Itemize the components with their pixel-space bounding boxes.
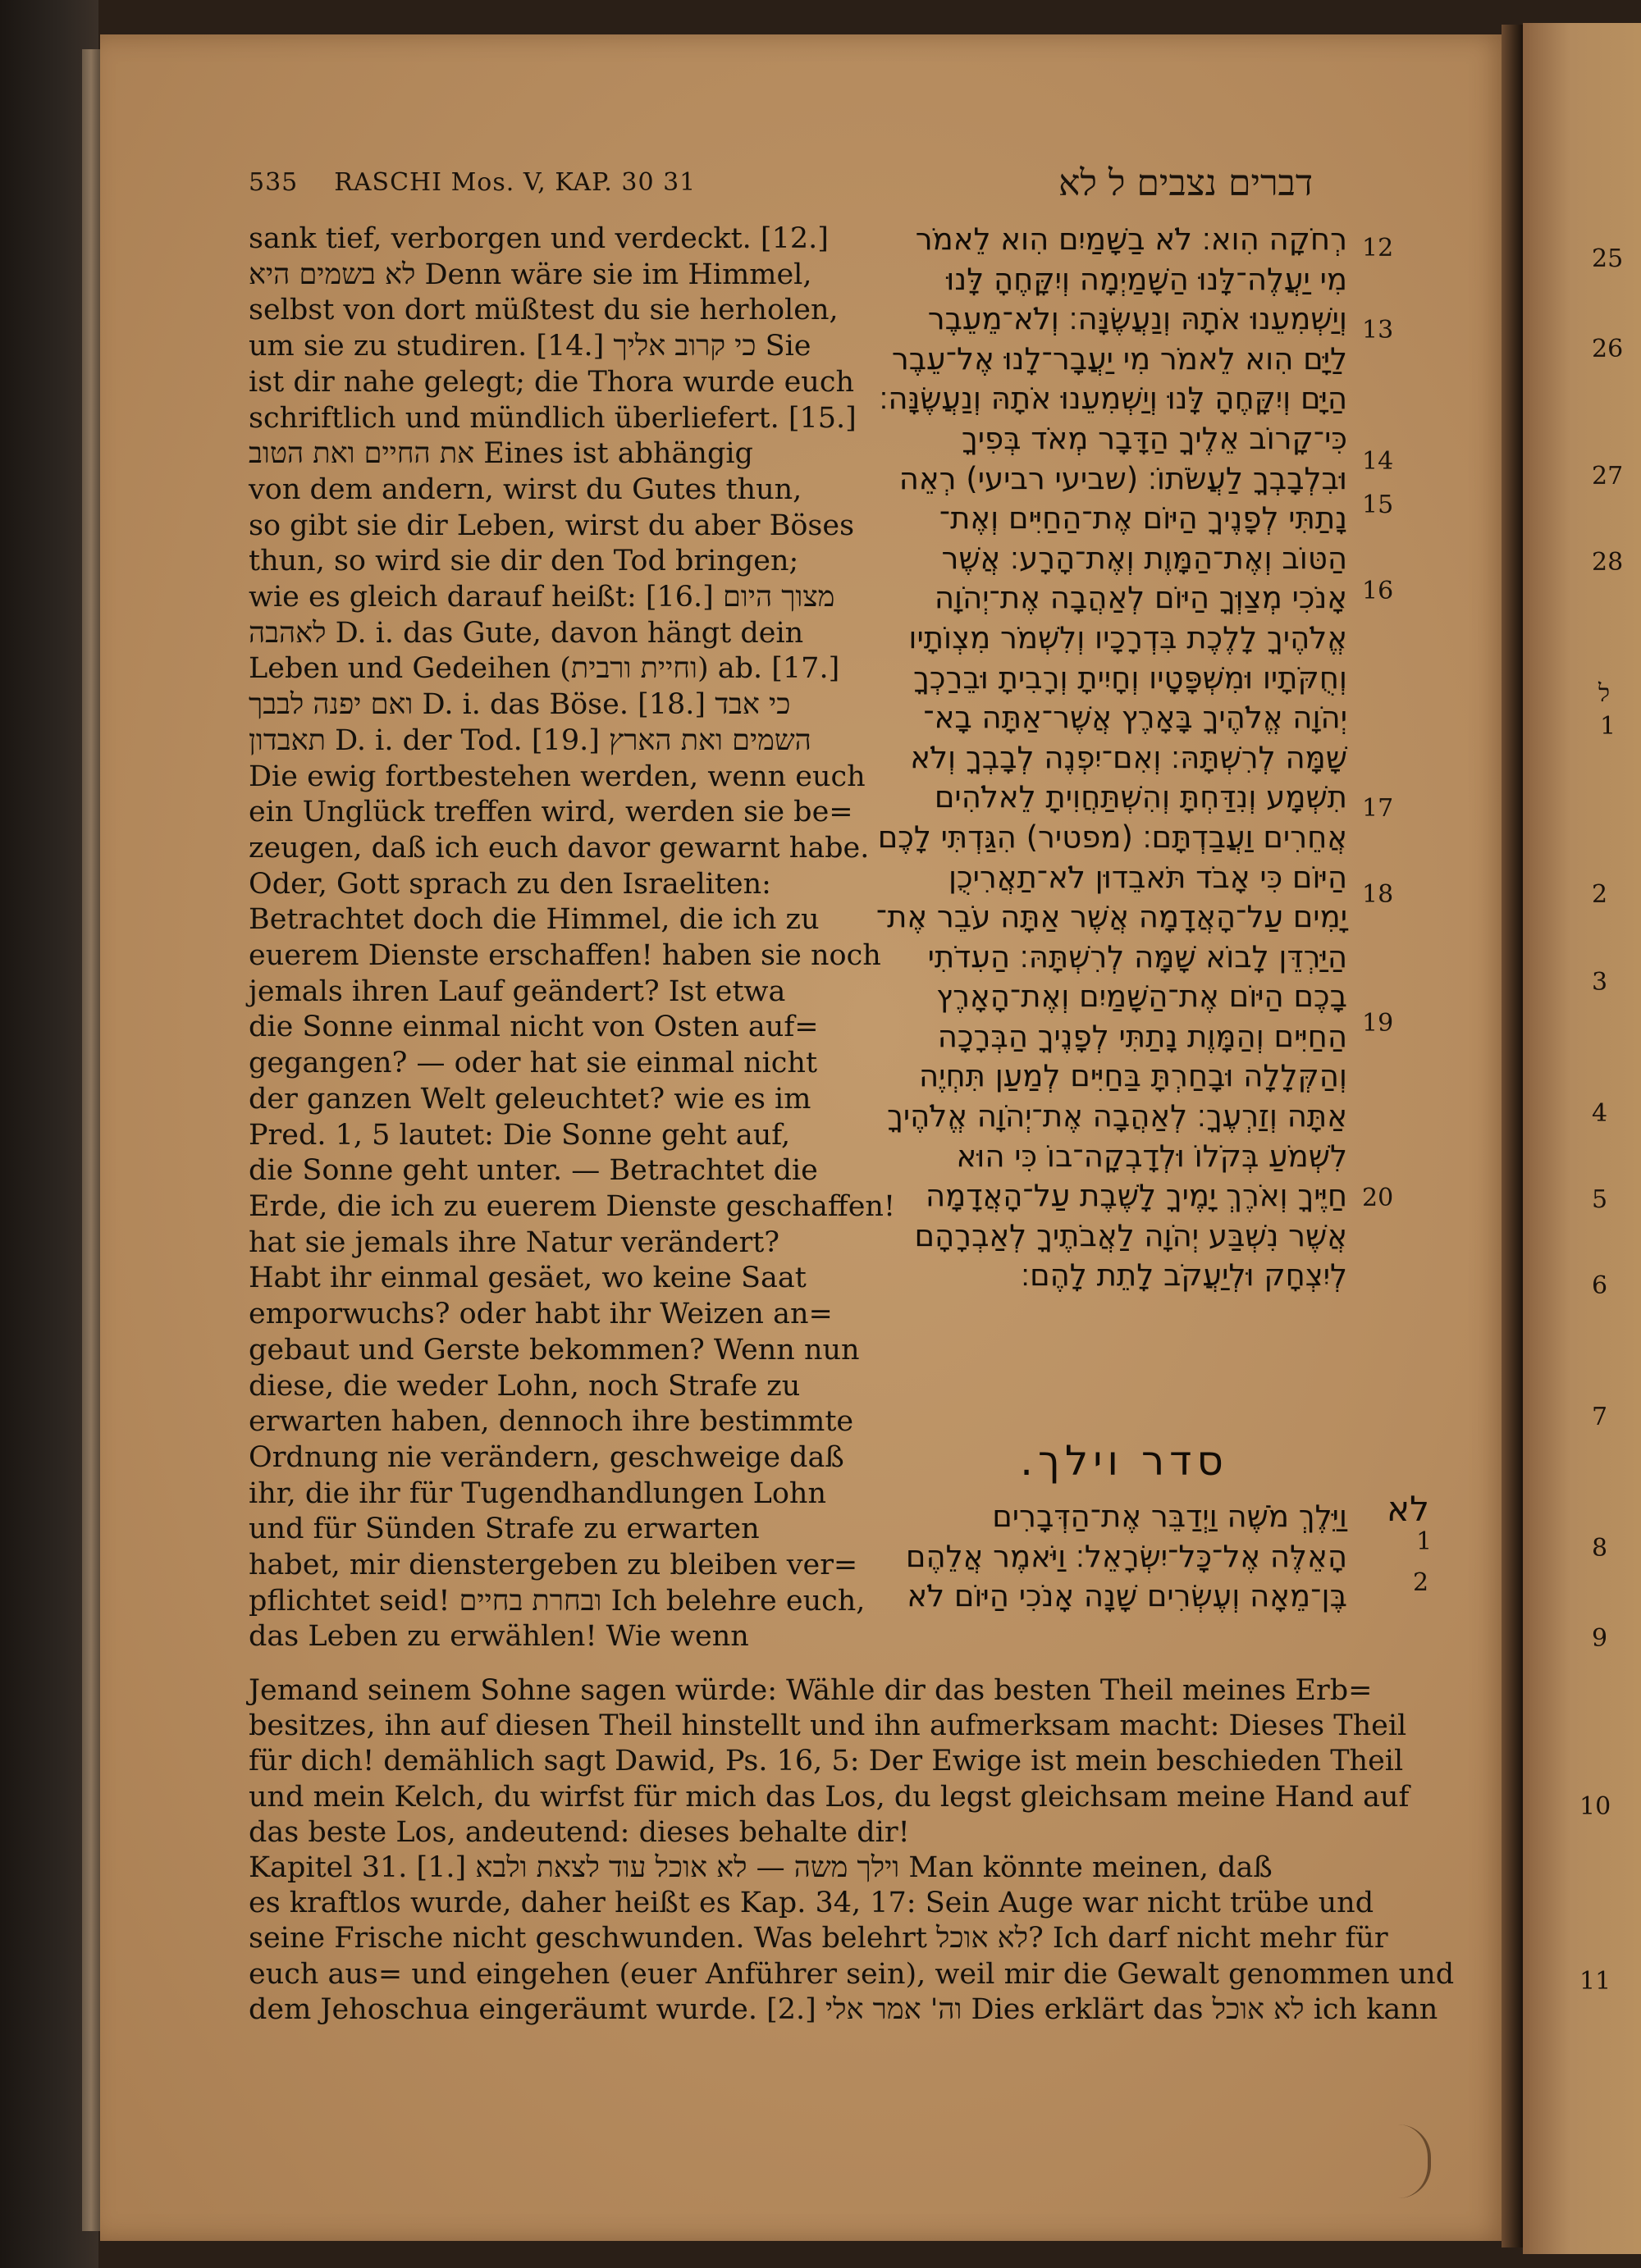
text-line: sank tief, verborgen und verdeckt. [12.] — [249, 222, 829, 255]
text-line: Kapitel 31. [1.] וילך משה — לא אוכל עוד לצאת ולבא Man könnte meinen, daß — [249, 1851, 1273, 1885]
hebrew-line: יָמִים עַל־הָאֲדָמָה אֲשֶׁר אַתָּה עֹבֵר אֶת־ — [875, 899, 1347, 935]
text-line: euerem Dienste erschaffen! haben sie noch — [249, 939, 881, 973]
running-title: RASCHI Mos. V, KAP. 30 31 — [334, 168, 697, 197]
facing-page-number: 7 — [1592, 1403, 1608, 1431]
text-line: selbst von dort müßtest du sie herholen, — [249, 294, 839, 327]
verse-number: 15 — [1362, 491, 1394, 519]
text-line: לא בשמים היא Denn wäre sie im Himmel, — [249, 258, 812, 291]
verse-number: 17 — [1362, 794, 1394, 823]
hebrew-line: וְחֻקֹּתָיו וּמִשְׁפָּטָיו וְחָיִיתָ וְרָבִיתָ וּבֵרַכְךָ — [913, 659, 1347, 696]
hebrew-line: הַיַּרְדֵּן לָבוֹא שָׁמָּה לְרִשְׁתָּהּ׃ הַעִדֹתִי — [927, 938, 1347, 974]
text-line: Pred. 1, 5 lautet: Die Sonne geht auf, — [249, 1118, 791, 1152]
hebrew-chapter-31 — [863, 1497, 1347, 1617]
chapter-marker: לא — [1387, 1489, 1429, 1529]
parasha-heading: סדר וילך. — [1020, 1437, 1228, 1485]
hebrew-line: הַיּוֹם כִּי אָבֹד תֹּאבֵדוּן לֹא־תַאֲרִיכֻן — [948, 859, 1347, 895]
facing-page-number: 2 — [1592, 880, 1608, 909]
facing-page-number: 3 — [1592, 968, 1608, 997]
text-line: schriftlich und mündlich überliefert. [15.] — [249, 401, 857, 435]
facing-page-number: 6 — [1592, 1271, 1608, 1300]
verse-number: 18 — [1362, 880, 1394, 909]
facing-page-number: 8 — [1592, 1534, 1608, 1563]
facing-page-edge — [1523, 23, 1641, 2254]
text-line: wie es gleich darauf heißt: [16.] מצוך היום — [249, 581, 835, 614]
text-line: von dem andern, wirst du Gutes thun, — [249, 472, 802, 506]
text-line: für dich! demählich sagt Dawid, Ps. 16, 5: Der Ewige ist mein beschieden Theil — [249, 1745, 1404, 1778]
text-line: Habt ihr einmal gesäet, wo keine Saat — [249, 1262, 807, 1295]
verse-number: 14 — [1362, 447, 1394, 476]
hebrew-line: שָׁמָּה לְרִשְׁתָּהּ׃ וְאִם־יִפְנֶה לְבָבְךָ וְלֹא — [910, 739, 1347, 775]
hebrew-line: בֶּן־מֵאָה וְעֶשְׂרִים שָׁנָה אָנֹכִי הַיּוֹם לֹא — [907, 1578, 1347, 1614]
text-line: es kraftlos wurde, daher heißt es Kap. 34, 17: Sein Auge war nicht trübe und — [249, 1887, 1374, 1920]
hebrew-line: יְהֹוָה אֱלֹהֶיךָ בָּאָרֶץ אֲשֶׁר־אַתָּה בָא־ — [923, 700, 1347, 736]
text-line: die Sonne einmal nicht von Osten auf= — [249, 1011, 819, 1044]
text-line: emporwuchs? oder habt ihr Weizen an= — [249, 1298, 833, 1331]
text-line: um sie zu studiren. [14.] כי קרוב אליך Sie — [249, 330, 811, 363]
gutter — [1502, 25, 1524, 2247]
page-number: 535 — [249, 168, 299, 197]
hebrew-line: הָאֵלֶּה אֶל־כָּל־יִשְׂרָאֵל׃ וַיֹּאמֶר אֲלֵהֶם — [905, 1538, 1347, 1574]
hebrew-line: תִשְׁמָע וְנִדַּחְתָּ וְהִשְׁתַּחֲוִיתָ לֵאלֹהִים — [934, 779, 1347, 815]
hebrew-line: לִשְׁמֹעַ בְּקֹלוֹ וּלְדָבְקָה־בוֹ כִּי הוּא — [956, 1138, 1347, 1174]
hebrew-line: רְחֹקָה הִוא׃ לֹא בַשָּׁמַיִם הִוא לֵאמֹר — [915, 221, 1347, 257]
text-line: Leben und Gedeihen (וחיית ורבית) ab. [17.] — [249, 652, 840, 686]
text-line: und für Sünden Strafe zu erwarten — [249, 1513, 760, 1546]
text-line: und mein Kelch, du wirfst für mich das Los, du legst gleichsam meine Hand auf — [249, 1780, 1410, 1814]
text-line: habet, mir dienstergeben zu bleiben ver= — [249, 1549, 858, 1582]
hebrew-line: הַיָּם וְיִקָּחֶהָ לָּנוּ וְיַשְׁמִעֵנוּ אֹתָהּ וְנַעֲשֶׂנָּה׃ — [879, 381, 1347, 417]
text-line: das beste Los, andeutend: dieses behalte dir! — [249, 1815, 910, 1849]
text-line: der ganzen Welt geleuchtet? wie es im — [249, 1082, 811, 1116]
hebrew-line: הַחַיִּים וְהַמָּוֶת נָתַתִּי לְפָנֶיךָ הַבְּרָכָה — [937, 1018, 1347, 1054]
facing-page-number: 9 — [1592, 1624, 1608, 1653]
text-line: dem Jehoschua eingeräumt wurde. [2.] וה' אמר אלי Dies erklärt das לא אוכל ich kann — [249, 1992, 1438, 2026]
facing-page-number: 1 — [1600, 712, 1616, 741]
text-line: diese, die weder Lohn, noch Strafe zu — [249, 1369, 801, 1403]
verse-number: 2 — [1413, 1568, 1429, 1597]
hebrew-running-title: דברים נצבים ל לא — [1058, 162, 1313, 204]
facing-page-number: 5 — [1592, 1185, 1608, 1214]
german-commentary-full-width — [249, 1673, 1455, 2028]
text-line: Die ewig fortbestehen werden, wenn euch — [249, 760, 866, 793]
hebrew-line: לַיָּם הִוא לֵאמֹר מִי יַעֲבָר־לָנוּ אֶל־עֵבֶר — [891, 340, 1347, 376]
text-line: ist dir nahe gelegt; die Thora wurde euch — [249, 365, 854, 399]
text-line: Oder, Gott sprach zu den Israeliten: — [249, 867, 771, 901]
hebrew-line: נָתַתִּי לְפָנֶיךָ הַיּוֹם אֶת־הַחַיִּים וְאֶת־ — [939, 500, 1347, 536]
text-line: ein Unglück treffen wird, werden sie be= — [249, 796, 853, 829]
facing-page-number: 10 — [1579, 1792, 1611, 1821]
hebrew-line: אָנֹכִי מְצַוְּךָ הַיּוֹם לְאַהֲבָה אֶת־יְהֹוָה — [934, 580, 1347, 616]
text-line: את החיים ואת הטוב Eines ist abhängig — [249, 437, 753, 471]
hebrew-line: אֱלֹהֶיךָ לָלֶכֶת בִּדְרָכָיו וְלִשְׁמֹר מִצְוֹתָיו — [908, 619, 1347, 655]
hebrew-line: בָכֶם הַיּוֹם אֶת־הַשָּׁמַיִם וְאֶת־הָאָרֶץ — [936, 979, 1347, 1015]
text-line: zeugen, daß ich euch davor gewarnt habe. — [249, 831, 870, 865]
facing-page-number: 27 — [1592, 462, 1624, 491]
hebrew-line: אֲחֵרִים וַעֲבַדְתָּם׃ (מפטיר) הִגַּדְתִּי לָכֶם — [877, 819, 1347, 855]
text-line: Betrachtet doch die Himmel, die ich zu — [249, 903, 820, 937]
text-line: die Sonne geht unter. — Betrachtet die — [249, 1154, 818, 1188]
facing-page-number: 28 — [1592, 548, 1624, 577]
text-line: pflichtet seid! ובחרת בחיים Ich belehre euch, — [249, 1584, 866, 1618]
hebrew-line: וַיֵּלֶךְ מֹשֶׁה וַיְדַבֵּר אֶת־הַדְּבָרִים — [992, 1499, 1347, 1534]
verse-number: 16 — [1362, 577, 1394, 605]
facing-page-number: 4 — [1592, 1099, 1608, 1128]
text-line: jemals ihren Lauf geändert? Ist etwa — [249, 974, 786, 1008]
text-line: תאבדון D. i. der Tod. [19.] השמים ואת הארץ — [249, 723, 811, 757]
text-line: ואם יפנה לבבך D. i. das Böse. [18.] כי אבד — [249, 688, 791, 722]
hebrew-line: מִי יַעֲלֶה־לָּנוּ הַשָּׁמַיְמָה וְיִקָּחֶהָ לָּנוּ — [946, 261, 1347, 297]
hebrew-line: אֲשֶׁר נִשְׁבַּע יְהֹוָה לַאֲבֹתֶיךָ לְאַבְרָהָם — [914, 1217, 1347, 1253]
hebrew-line: חַיֶּיךָ וְאֹרֶךְ יָמֶיךָ לָשֶׁבֶת עַל־הָאֲדָמָה — [925, 1178, 1347, 1214]
text-line: das Leben zu erwählen! Wie wenn — [249, 1620, 749, 1654]
text-line: ihr, die ihr für Tugendhandlungen Lohn — [249, 1476, 827, 1510]
text-line: euch aus= und eingehen (euer Anführer sein), weil mir die Gewalt genommen und — [249, 1957, 1455, 1991]
hebrew-line: הַטּוֹב וְאֶת־הַמָּוֶת וְאֶת־הָרָע׃ אֲשֶׁר — [941, 540, 1347, 576]
text-line: erwarten haben, dennoch ihre bestimmte — [249, 1405, 854, 1439]
text-line: לאהבה D. i. das Gute, davon hängt dein — [249, 616, 804, 650]
text-line: gegangen? — oder hat sie einmal nicht — [249, 1047, 818, 1080]
running-header — [249, 168, 696, 197]
binding-strip — [82, 49, 100, 2231]
verse-number: 12 — [1362, 234, 1394, 262]
hebrew-line: וְהַקְּלָלָה וּבָחַרְתָּ בַּחַיִּים לְמַעַן תִּחְיֶה — [919, 1058, 1347, 1094]
text-line: gebaut und Gerste bekommen? Wenn nun — [249, 1333, 860, 1367]
facing-page-number: 26 — [1592, 335, 1624, 363]
verse-number: 13 — [1362, 316, 1394, 345]
hebrew-line: וְיַשְׁמִעֵנוּ אֹתָהּ וְנַעֲשֶׂנָּה׃ וְלֹא־מֵעֵבֶר — [927, 301, 1347, 337]
verse-number: 1 — [1416, 1527, 1433, 1556]
facing-page-number: 11 — [1579, 1967, 1611, 1996]
text-line: besitzes, ihn auf diesen Theil hinstellt und ihn aufmerksam macht: Dieses Theil — [249, 1709, 1407, 1743]
hebrew-line: אַתָּה וְזַרְעֶךָ׃ לְאַהֲבָה אֶת־יְהֹוָה אֱלֹהֶיךָ — [886, 1098, 1347, 1134]
hebrew-line: לְיִצְחָק וּלְיַעֲקֹב לָתֵת לָהֶם׃ — [1021, 1257, 1347, 1294]
verse-number: 19 — [1362, 1009, 1394, 1038]
facing-page-letter: ל — [1598, 679, 1611, 708]
text-line: seine Frische nicht geschwunden. Was belehrt לא אוכל? Ich darf nicht mehr für — [249, 1922, 1388, 1955]
text-line: so gibt sie dir Leben, wirst du aber Böses — [249, 509, 855, 542]
text-line: Ordnung nie verändern, geschweige daß — [249, 1440, 844, 1474]
hebrew-line: וּבִלְבָבְךָ לַעֲשֹׂתוֹ׃ (שביעי רביעי) רְאֵה — [898, 460, 1347, 496]
text-line: Erde, die ich zu euerem Dienste geschaffen! — [249, 1189, 896, 1223]
verse-number: 20 — [1362, 1184, 1394, 1212]
facing-page-number: 25 — [1592, 244, 1624, 273]
hebrew-text-column — [863, 220, 1347, 1296]
text-line: hat sie jemals ihre Natur verändert? — [249, 1225, 780, 1259]
text-line: Jemand seinem Sohne sagen würde: Wähle dir das besten Theil meines Erb= — [249, 1674, 1373, 1707]
german-commentary-column — [249, 221, 896, 1655]
hebrew-line: כִּי־קָרוֹב אֵלֶיךָ הַדָּבָר מְאֹד בְּפִיךָ — [961, 420, 1347, 456]
text-line: thun, so wird sie dir den Tod bringen; — [249, 545, 799, 578]
